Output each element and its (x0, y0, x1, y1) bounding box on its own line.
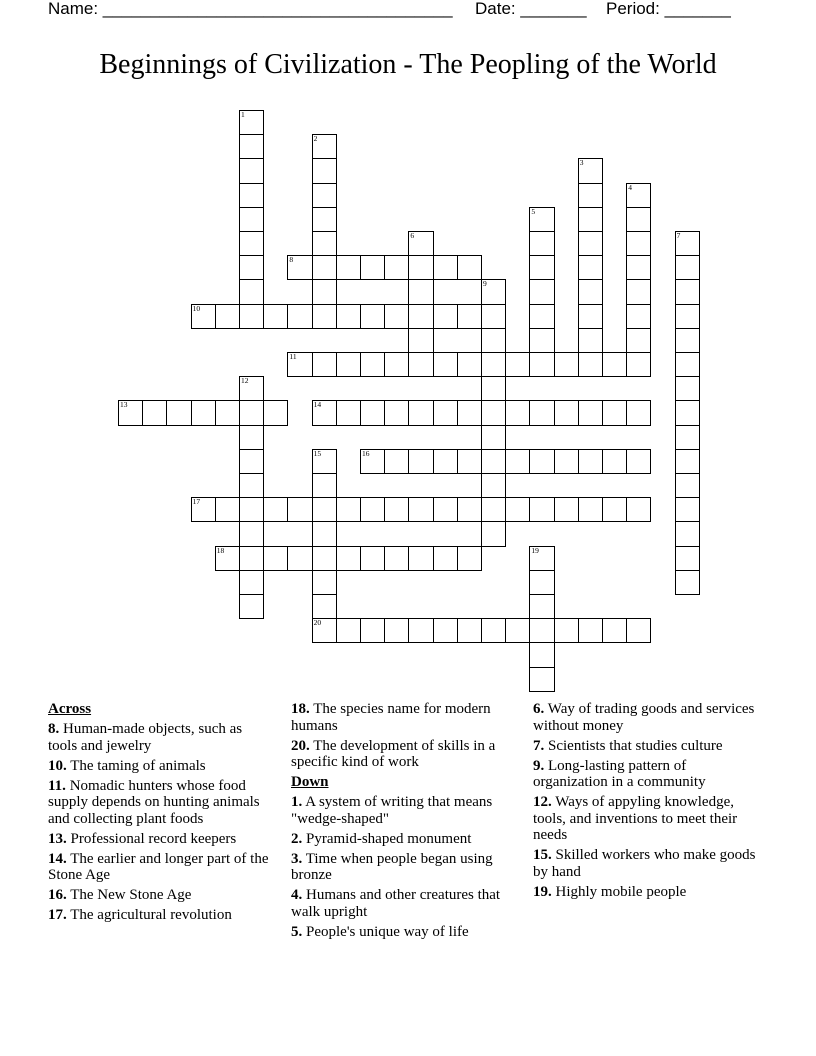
grid-cell[interactable] (312, 183, 337, 208)
clue-text: Long-lasting pattern of organization in a community (533, 757, 706, 790)
clue-text: Pyramid-shaped monument (306, 830, 472, 847)
grid-cell[interactable] (215, 546, 240, 571)
grid-cell[interactable] (505, 497, 530, 522)
grid-cell[interactable] (675, 497, 700, 522)
grid-cell[interactable] (239, 594, 264, 619)
grid-cell[interactable] (408, 352, 433, 377)
grid-cell[interactable] (578, 352, 603, 377)
grid-cell[interactable] (239, 207, 264, 232)
grid-cell[interactable] (239, 497, 264, 522)
cell-number: 3 (579, 158, 584, 168)
grid-cell[interactable] (626, 279, 651, 304)
clue-number: 6. (533, 701, 545, 717)
grid-cell[interactable] (384, 449, 409, 474)
grid-cell[interactable] (239, 521, 264, 546)
grid-cell[interactable] (457, 449, 482, 474)
grid-cell[interactable] (529, 546, 554, 571)
grid-cell[interactable] (312, 594, 337, 619)
grid-cell[interactable] (675, 279, 700, 304)
grid-cell[interactable] (336, 497, 361, 522)
grid-cell[interactable] (384, 255, 409, 280)
cell-number: 19 (531, 545, 539, 555)
grid-cell[interactable] (239, 570, 264, 595)
date-field-label[interactable]: Date: _______ (475, 0, 587, 18)
clue-across-16 (48, 887, 274, 904)
grid-cell[interactable] (578, 255, 603, 280)
grid-cell[interactable] (675, 400, 700, 425)
clue-text: The agricultural revolution (70, 907, 232, 923)
cell-number: 17 (192, 497, 201, 507)
grid-cell[interactable] (457, 352, 482, 377)
grid-cell[interactable] (142, 400, 167, 425)
grid-cell[interactable] (626, 183, 651, 208)
clue-text: The taming of animals (70, 757, 206, 774)
grid-cell[interactable] (239, 183, 264, 208)
grid-cell[interactable] (312, 255, 337, 280)
grid-cell[interactable] (360, 449, 385, 474)
grid-cell[interactable] (481, 328, 506, 353)
clue-number: 14. (48, 850, 67, 867)
grid-cell[interactable] (239, 449, 264, 474)
grid-cell[interactable] (239, 400, 264, 425)
clue-text: The species name for modern humans (291, 701, 491, 734)
grid-cell[interactable] (239, 158, 264, 183)
grid-cell[interactable] (384, 618, 409, 643)
grid-cell[interactable] (312, 279, 337, 304)
cell-number: 7 (676, 231, 681, 240)
grid-cell[interactable] (408, 400, 433, 425)
grid-cell[interactable] (408, 328, 433, 353)
grid-cell[interactable] (529, 618, 554, 643)
grid-cell[interactable] (433, 255, 458, 280)
grid-cell[interactable] (457, 304, 482, 329)
grid-cell[interactable] (675, 255, 700, 280)
clue-text: Nomadic hunters whose food supply depends on hunting animals and collecting plant foods (48, 777, 260, 827)
grid-cell[interactable] (263, 546, 288, 571)
grid-cell[interactable] (554, 618, 579, 643)
grid-cell[interactable] (675, 425, 700, 450)
grid-cell[interactable] (433, 618, 458, 643)
grid-cell[interactable] (529, 570, 554, 595)
grid-cell[interactable] (336, 618, 361, 643)
grid-cell[interactable] (433, 497, 458, 522)
cell-number: 4 (628, 182, 632, 192)
grid-cell[interactable] (384, 497, 409, 522)
clue-number: 5. (291, 923, 303, 940)
cell-number: 14 (313, 400, 322, 410)
clue-number: 16. (48, 887, 67, 903)
clue-across-14 (48, 851, 274, 884)
grid-cell[interactable] (312, 231, 337, 256)
grid-cell[interactable] (457, 255, 482, 280)
grid-cell[interactable] (384, 546, 409, 571)
grid-cell[interactable] (505, 449, 530, 474)
grid-cell[interactable] (578, 279, 603, 304)
clue-down-4 (291, 887, 509, 920)
grid-cell[interactable] (312, 521, 337, 546)
grid-cell[interactable] (433, 546, 458, 571)
grid-cell[interactable] (360, 352, 385, 377)
grid-cell[interactable] (481, 352, 506, 377)
clue-across-18 (291, 701, 509, 734)
grid-cell[interactable] (481, 618, 506, 643)
grid-cell[interactable] (626, 207, 651, 232)
clue-down-2 (291, 831, 509, 848)
grid-cell[interactable] (505, 352, 530, 377)
grid-cell[interactable] (239, 546, 264, 571)
clue-text: The earlier and longer part of the Stone Age (48, 850, 269, 883)
grid-cell[interactable] (675, 521, 700, 546)
grid-cell[interactable] (312, 449, 337, 474)
clue-down-3 (291, 851, 509, 884)
clue-across-13 (48, 831, 274, 848)
clue-text: People's unique way of life (306, 923, 469, 940)
grid-cell[interactable] (191, 400, 216, 425)
grid-cell[interactable] (287, 497, 312, 522)
clue-down-5 (291, 924, 509, 941)
clue-number: 17. (48, 907, 67, 923)
grid-cell[interactable] (457, 400, 482, 425)
grid-cell[interactable] (336, 400, 361, 425)
grid-cell[interactable] (554, 497, 579, 522)
grid-cell[interactable] (626, 497, 651, 522)
clue-across-20 (291, 738, 509, 771)
grid-cell[interactable] (312, 134, 337, 159)
grid-cell[interactable] (554, 449, 579, 474)
grid-cell[interactable] (481, 400, 506, 425)
grid-cell[interactable] (239, 473, 264, 498)
grid-cell[interactable] (239, 231, 264, 256)
clue-down-19 (533, 884, 763, 901)
grid-cell[interactable] (287, 255, 312, 280)
down-heading: Down (291, 774, 329, 790)
grid-cell[interactable] (481, 376, 506, 401)
grid-cell[interactable] (529, 207, 554, 232)
grid-cell[interactable] (336, 304, 361, 329)
grid-cell[interactable] (675, 473, 700, 498)
clue-down-6 (533, 701, 763, 734)
grid-cell[interactable] (626, 328, 651, 353)
grid-cell[interactable] (287, 352, 312, 377)
grid-cell[interactable] (118, 400, 143, 425)
grid-cell[interactable] (529, 449, 554, 474)
grid-cell[interactable] (433, 352, 458, 377)
grid-cell[interactable] (578, 449, 603, 474)
grid-cell[interactable] (312, 570, 337, 595)
grid-cell[interactable] (481, 279, 506, 304)
grid-cell[interactable] (626, 304, 651, 329)
grid-cell[interactable] (360, 618, 385, 643)
grid-cell[interactable] (626, 618, 651, 643)
grid-cell[interactable] (166, 400, 191, 425)
grid-cell[interactable] (481, 425, 506, 450)
grid-cell[interactable] (578, 304, 603, 329)
cell-number: 15 (313, 448, 322, 458)
cell-number: 6 (410, 231, 415, 240)
grid-cell[interactable] (239, 279, 264, 304)
grid-cell[interactable] (408, 618, 433, 643)
clue-across-10 (48, 758, 274, 775)
grid-cell[interactable] (312, 400, 337, 425)
clue-number: 8. (48, 721, 60, 737)
grid-cell[interactable] (554, 400, 579, 425)
grid-cell[interactable] (215, 304, 240, 329)
cell-number: 12 (241, 376, 249, 386)
grid-cell[interactable] (675, 304, 700, 329)
cell-number: 8 (289, 255, 294, 265)
grid-cell[interactable] (336, 352, 361, 377)
grid-cell[interactable] (360, 304, 385, 329)
clue-text: Professional record keepers (70, 830, 237, 847)
grid-cell[interactable] (287, 546, 312, 571)
grid-cell[interactable] (263, 497, 288, 522)
period-field-label[interactable]: Period: _______ (606, 0, 731, 18)
grid-cell[interactable] (529, 255, 554, 280)
clue-number: 4. (291, 887, 303, 903)
grid-cell[interactable] (312, 497, 337, 522)
across-heading: Across (48, 701, 92, 717)
grid-cell[interactable] (578, 497, 603, 522)
grid-cell[interactable] (408, 546, 433, 571)
grid-cell[interactable] (360, 546, 385, 571)
grid-cell[interactable] (336, 546, 361, 571)
grid-cell[interactable] (433, 449, 458, 474)
clue-down-1 (291, 794, 509, 827)
grid-cell[interactable] (239, 425, 264, 450)
grid-cell[interactable] (675, 546, 700, 571)
clue-text: Time when people began using bronze (291, 850, 493, 883)
cell-number: 9 (483, 279, 487, 289)
clue-text: Human-made objects, such as tools and jewelry (48, 721, 243, 754)
grid-cell[interactable] (312, 618, 337, 643)
grid-cell[interactable] (457, 497, 482, 522)
grid-cell[interactable] (239, 110, 264, 135)
cell-number: 1 (241, 110, 245, 119)
grid-cell[interactable] (529, 304, 554, 329)
cell-number: 20 (313, 618, 322, 628)
grid-cell[interactable] (481, 497, 506, 522)
grid-cell[interactable] (675, 570, 700, 595)
clue-across-8 (48, 721, 274, 754)
clue-text: The New Stone Age (70, 887, 192, 903)
clue-number: 7. (533, 737, 545, 754)
grid-cell[interactable] (360, 255, 385, 280)
grid-cell[interactable] (529, 497, 554, 522)
grid-cell[interactable] (215, 400, 240, 425)
page-title: Beginnings of Civilization - The Peopling of the World (99, 49, 717, 80)
grid-cell[interactable] (239, 304, 264, 329)
clue-number: 15. (533, 847, 552, 863)
grid-cell[interactable] (626, 400, 651, 425)
clue-number: 11. (48, 777, 66, 794)
grid-cell[interactable] (626, 231, 651, 256)
grid-cell[interactable] (578, 231, 603, 256)
grid-cell[interactable] (312, 304, 337, 329)
cell-number: 18 (216, 545, 225, 555)
grid-cell[interactable] (384, 400, 409, 425)
grid-cell[interactable] (578, 207, 603, 232)
grid-cell[interactable] (263, 304, 288, 329)
grid-cell[interactable] (384, 304, 409, 329)
grid-cell[interactable] (602, 400, 627, 425)
clue-number: 20. (291, 737, 310, 754)
clue-text: The development of skills in a specific kind of work (291, 737, 496, 770)
grid-cell[interactable] (578, 158, 603, 183)
grid-cell[interactable] (529, 642, 554, 667)
clue-across-11 (48, 778, 274, 828)
clue-text: Way of trading goods and services without money (533, 701, 755, 734)
clue-text: Humans and other creatures that walk upright (291, 887, 501, 920)
grid-cell[interactable] (481, 521, 506, 546)
grid-cell[interactable] (408, 279, 433, 304)
grid-cell[interactable] (433, 400, 458, 425)
clue-text: Ways of appyling knowledge, tools, and inventions to meet their needs (533, 794, 738, 843)
grid-cell[interactable] (312, 546, 337, 571)
cell-number: 5 (531, 206, 536, 216)
crossword-grid (118, 110, 699, 691)
cell-number: 10 (192, 303, 201, 313)
clues-column-2 (291, 701, 509, 940)
grid-cell[interactable] (626, 352, 651, 377)
clue-number: 9. (533, 757, 545, 774)
grid-cell[interactable] (239, 255, 264, 280)
grid-cell[interactable] (336, 255, 361, 280)
clues-column-1 (48, 701, 274, 924)
grid-cell[interactable] (191, 304, 216, 329)
grid-cell[interactable] (505, 400, 530, 425)
grid-cell[interactable] (408, 255, 433, 280)
grid-cell[interactable] (602, 618, 627, 643)
grid-cell[interactable] (481, 304, 506, 329)
clue-number: 19. (533, 883, 552, 900)
clue-text: Scientists that studies culture (548, 737, 723, 754)
clue-number: 13. (48, 830, 67, 847)
grid-cell[interactable] (263, 400, 288, 425)
grid-cell[interactable] (529, 352, 554, 377)
grid-cell[interactable] (626, 255, 651, 280)
grid-cell[interactable] (602, 352, 627, 377)
grid-cell[interactable] (675, 231, 700, 256)
grid-cell[interactable] (675, 449, 700, 474)
grid-cell[interactable] (239, 376, 264, 401)
clue-down-7 (533, 738, 763, 755)
grid-cell[interactable] (529, 279, 554, 304)
grid-cell[interactable] (529, 231, 554, 256)
grid-cell[interactable] (626, 449, 651, 474)
clue-number: 18. (291, 701, 310, 717)
grid-cell[interactable] (191, 497, 216, 522)
clue-number: 3. (291, 850, 303, 867)
grid-cell[interactable] (215, 497, 240, 522)
grid-cell[interactable] (675, 352, 700, 377)
grid-cell[interactable] (239, 134, 264, 159)
grid-cell[interactable] (433, 304, 458, 329)
grid-cell[interactable] (578, 183, 603, 208)
grid-cell[interactable] (312, 473, 337, 498)
grid-cell[interactable] (578, 328, 603, 353)
grid-cell[interactable] (481, 473, 506, 498)
grid-cell[interactable] (384, 352, 409, 377)
clue-down-12 (533, 794, 763, 844)
grid-cell[interactable] (529, 328, 554, 353)
cell-number: 2 (313, 134, 318, 144)
grid-cell[interactable] (675, 376, 700, 401)
clue-number: 10. (48, 757, 67, 774)
clue-number: 2. (291, 830, 303, 847)
grid-cell[interactable] (408, 497, 433, 522)
grid-cell[interactable] (312, 207, 337, 232)
cell-number: 13 (120, 400, 128, 410)
clue-text: Highly mobile people (555, 883, 687, 900)
clue-down-9 (533, 758, 763, 791)
clue-across-17 (48, 907, 274, 924)
grid-cell[interactable] (312, 158, 337, 183)
grid-cell[interactable] (457, 546, 482, 571)
grid-cell[interactable] (360, 400, 385, 425)
grid-cell[interactable] (481, 449, 506, 474)
grid-cell[interactable] (312, 352, 337, 377)
grid-cell[interactable] (529, 594, 554, 619)
clue-down-15 (533, 847, 763, 880)
grid-cell[interactable] (578, 618, 603, 643)
clue-number: 1. (291, 794, 303, 810)
clue-number: 12. (533, 794, 552, 810)
cell-number: 11 (289, 352, 297, 361)
grid-cell[interactable] (408, 231, 433, 256)
cell-number: 16 (362, 448, 370, 458)
grid-cell[interactable] (602, 449, 627, 474)
clue-text: Skilled workers who make goods by hand (533, 847, 756, 880)
grid-cell[interactable] (408, 304, 433, 329)
grid-cell[interactable] (602, 497, 627, 522)
grid-cell[interactable] (287, 304, 312, 329)
grid-cell[interactable] (505, 618, 530, 643)
grid-cell[interactable] (360, 497, 385, 522)
clue-text: A system of writing that means "wedge-shaped" (291, 794, 493, 827)
grid-cell[interactable] (554, 352, 579, 377)
grid-cell[interactable] (457, 618, 482, 643)
clues-column-3 (533, 701, 763, 900)
grid-cell[interactable] (675, 328, 700, 353)
name-field-label[interactable]: Name: _____________________________________ (48, 0, 453, 18)
grid-cell[interactable] (408, 449, 433, 474)
grid-cell[interactable] (529, 667, 554, 692)
grid-cell[interactable] (578, 400, 603, 425)
grid-cell[interactable] (529, 400, 554, 425)
